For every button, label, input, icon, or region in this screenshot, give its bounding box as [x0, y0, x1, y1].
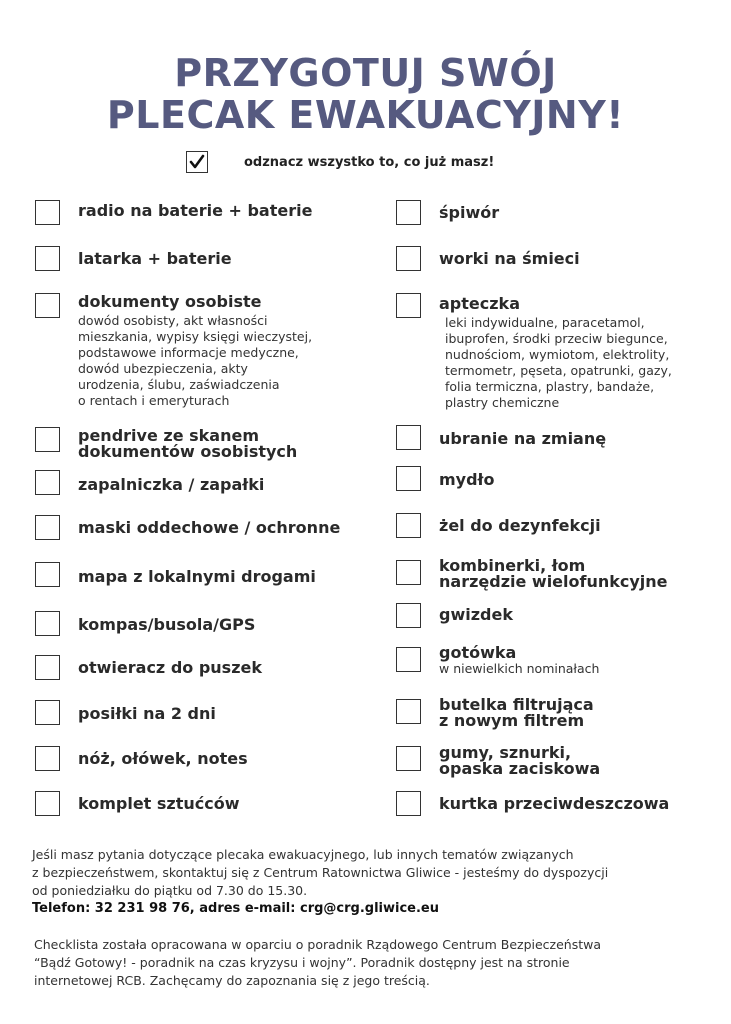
item-label-line: mydło	[439, 470, 495, 489]
footer-line: Jeśli masz pytania dotyczące plecaka ewakuacyjnego, lub innych tematów związanych	[32, 847, 574, 862]
item-label-line: dokumenty osobiste	[78, 292, 262, 311]
item-label	[78, 477, 264, 493]
item-label-line: ubranie na zmianę	[439, 429, 607, 448]
checkbox[interactable]	[396, 746, 421, 771]
item-label	[439, 518, 601, 534]
checkbox[interactable]	[35, 611, 60, 636]
item-label	[439, 205, 499, 221]
item-label	[78, 569, 316, 585]
item-label-line: nóż, ołówek, notes	[78, 749, 248, 768]
footer-line: internetowej RCB. Zachęcamy do zapoznania się z jego treścią.	[34, 973, 430, 988]
item-label-line: latarka + baterie	[78, 249, 232, 268]
item-label	[439, 697, 594, 729]
footer-line: z bezpieczeństwem, skontaktuj się z Centrum Ratownictwa Gliwice - jesteśmy do dyspozycji	[32, 865, 609, 880]
checkbox[interactable]	[35, 200, 60, 225]
item-label-line: otwieracz do puszek	[78, 658, 262, 677]
item-label	[439, 796, 669, 812]
item-label	[78, 796, 240, 812]
checkbox[interactable]	[35, 246, 60, 271]
item-description: dowód osobisty, akt własności mieszkania, wypisy księgi wieczystej, podstawowe informacje medyczne, dowód ubezpieczenia, akty urodzenia, ślubu, zaświadczenia o rentach i emeryturach	[78, 313, 313, 408]
title-line-1: PRZYGOTUJ SWÓJ	[174, 51, 557, 95]
checkbox[interactable]	[35, 470, 60, 495]
item-label-line: narzędzie wielofunkcyjne	[439, 572, 668, 591]
item-label	[78, 251, 232, 267]
item-label	[439, 558, 668, 590]
item-label	[439, 296, 520, 312]
title-line-2: PLECAK EWAKUACYJNY!	[106, 93, 625, 137]
item-label-line: mapa z lokalnymi drogami	[78, 567, 316, 586]
item-label	[439, 251, 580, 267]
checkbox[interactable]	[396, 466, 421, 491]
item-label	[439, 645, 516, 661]
item-label-line: kurtka przeciwdeszczowa	[439, 794, 670, 813]
item-label-line: posiłki na 2 dni	[78, 704, 216, 723]
item-label-line: komplet sztućców	[78, 794, 240, 813]
checkbox[interactable]	[35, 791, 60, 816]
checkbox[interactable]	[35, 655, 60, 680]
checkbox[interactable]	[396, 791, 421, 816]
item-label-line: śpiwór	[439, 203, 500, 222]
item-label-line: apteczka	[439, 294, 520, 313]
item-label	[78, 294, 262, 310]
checkbox[interactable]	[35, 515, 60, 540]
item-label	[78, 660, 262, 676]
item-label	[78, 617, 255, 633]
checkbox[interactable]	[396, 603, 421, 628]
item-label-line: dokumentów osobistych	[78, 442, 298, 461]
item-label-line: butelka filtrująca	[439, 695, 594, 714]
footer-contact-paragraph	[32, 846, 712, 900]
item-label-line: opaska zaciskowa	[439, 759, 601, 778]
checkmark-icon	[188, 153, 206, 171]
item-label-line: zapalniczka / zapałki	[78, 475, 265, 494]
item-label-line: gumy, sznurki,	[439, 743, 572, 762]
checkbox[interactable]	[396, 513, 421, 538]
item-label	[439, 472, 494, 488]
item-label	[78, 706, 216, 722]
checkbox[interactable]	[396, 246, 421, 271]
item-label-line: kompas/busola/GPS	[78, 615, 256, 634]
checkbox[interactable]	[35, 700, 60, 725]
footer-line: od poniedziałku do piątku od 7.30 do 15.30.	[32, 883, 308, 898]
item-label-line: gwizdek	[439, 605, 513, 624]
item-label	[439, 431, 606, 447]
checkbox[interactable]	[396, 560, 421, 585]
item-label-line: maski oddechowe / ochronne	[78, 518, 341, 537]
item-label	[439, 745, 600, 777]
item-label	[78, 428, 297, 460]
item-label-line: z nowym filtrem	[439, 711, 585, 730]
item-label-line: radio na baterie + baterie	[78, 201, 313, 220]
checkbox[interactable]	[396, 425, 421, 450]
footer-line: “Bądź Gotowy! - poradnik na czas kryzysu i wojny”. Poradnik dostępny jest na stronie	[34, 955, 570, 970]
footer-line: Checklista została opracowana w oparciu o poradnik Rządowego Centrum Bezpieczeństwa	[34, 937, 602, 952]
checkbox[interactable]	[396, 647, 421, 672]
item-label-line: worki na śmieci	[439, 249, 580, 268]
footer-source-paragraph	[34, 936, 714, 990]
item-label	[78, 520, 340, 536]
checkbox[interactable]	[396, 293, 421, 318]
checkbox[interactable]	[35, 746, 60, 771]
legend-checkbox	[186, 151, 208, 173]
item-label	[439, 607, 513, 623]
checkbox[interactable]	[35, 427, 60, 452]
item-label	[78, 751, 248, 767]
footer-contact-details: Telefon: 32 231 98 76, adres e-mail: crg@crg.gliwice.eu	[32, 901, 439, 916]
checkbox[interactable]	[396, 200, 421, 225]
item-label	[78, 203, 312, 219]
checkbox[interactable]	[35, 293, 60, 318]
item-description: leki indywidualne, paracetamol, ibuprofen, środki przeciw biegunce, nudnościom, wymiotom, elektrolity, termometr, pęseta, opatrunki, gazy, folia termiczna, plastry, bandaże, plastry chemiczne	[445, 315, 672, 410]
item-label-line: żel do dezynfekcji	[439, 516, 601, 535]
item-subtext: w niewielkich nominałach	[439, 661, 600, 676]
item-label-line: pendrive ze skanem	[78, 426, 259, 445]
checkbox[interactable]	[35, 562, 60, 587]
item-label-line: kombinerki, łom	[439, 556, 586, 575]
checkbox[interactable]	[396, 699, 421, 724]
legend-text: odznacz wszystko to, co już masz!	[244, 155, 495, 170]
item-label-line: gotówka	[439, 643, 517, 662]
